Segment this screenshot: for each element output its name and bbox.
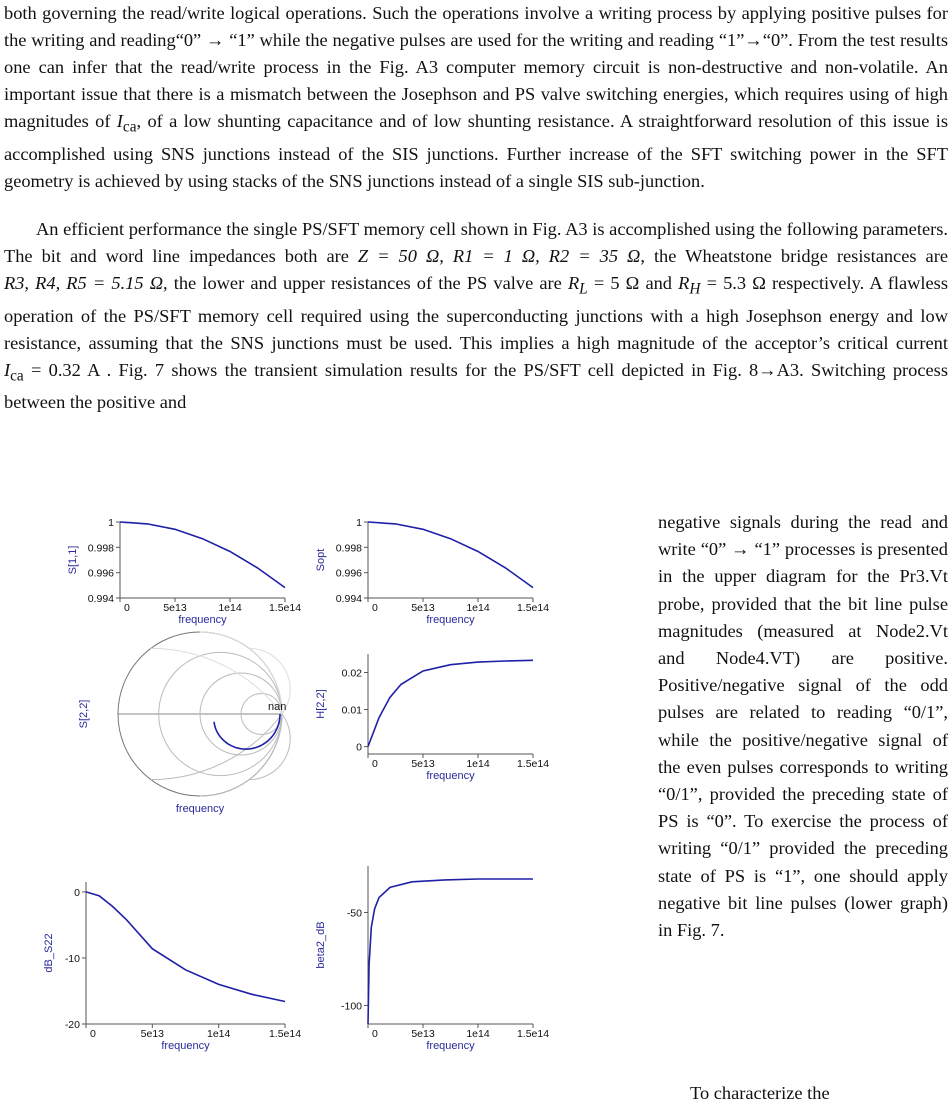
smith-annotation: nan — [268, 701, 287, 713]
chart-panel-6 — [315, 866, 549, 1052]
y-tick-label: 0 — [74, 886, 80, 899]
series-line — [120, 522, 285, 588]
p2-math-bridge: R3, R4, R5 = 5.15 Ω — [4, 273, 164, 293]
x-tick-label: 1e14 — [218, 602, 242, 614]
y-tick-label: -50 — [346, 907, 362, 920]
p2-text-6: respectively. A flawless operation of the PS/SFT memory cell required using the superconducting junctions with a high Josephson energy and low resistance, assuming that the SNS junctions must be used. This implies a high magnitude of the acceptor’s critical current — [4, 273, 948, 353]
y-axis-label: S[2,2] — [78, 699, 90, 729]
y-tick-label: -100 — [340, 1000, 362, 1013]
x-tick-label: 1.5e14 — [516, 602, 550, 614]
x-tick-label: 5e13 — [411, 1028, 435, 1040]
side-paragraph: negative signals during the read and write “0” → “1” processes is presented in the upper diagram for the Pr3.Vt probe, provided that the bit line pulse magnitudes (measured at Node2.Vt and Node4.VT) are positive. Positive/negative signal of the odd pulses are related to reading “0/1”, while the positive/negative signal of the even pulses corresponds to writing “0/1”, provided the preceding state of PS is “0”. To exercise the process of writing “0/1” provided the preceding state of PS is “1”, one should apply negative bit line pulses (lower graph) in Fig. 7. — [658, 512, 948, 941]
series-line — [368, 660, 533, 746]
y-tick-label: 0.996 — [335, 567, 362, 580]
chart-panel-4 — [315, 654, 549, 782]
paragraph-1 — [4, 0, 948, 195]
y-axis-label: dB_S22 — [43, 933, 55, 973]
x-tick-label: 1.5e14 — [516, 758, 550, 770]
x-tick-label: 0 — [372, 758, 378, 770]
y-tick-label: 1 — [356, 517, 362, 529]
y-tick-label: -10 — [64, 952, 80, 965]
smith-reactance-arc — [249, 714, 290, 780]
x-tick-label: 0 — [124, 602, 130, 614]
p2-math-rl: $R_L = 5$ Ω — [567, 273, 640, 298]
y-axis-label: beta2_dB — [315, 921, 327, 969]
p2-math-r2: R2 = 35 Ω — [548, 246, 641, 266]
y-tick-label: 0.994 — [87, 593, 114, 605]
x-tick-label: 0 — [90, 1028, 96, 1040]
ica-symbol: $I_{ca}$ — [116, 111, 137, 136]
x-tick-label: 5e13 — [163, 602, 187, 614]
y-tick-label: 0.02 — [341, 667, 362, 680]
figure-6-panels — [0, 510, 650, 1100]
p2-text-5: and — [639, 273, 679, 293]
p2-math-rh: $R_H = 5.3$ Ω — [678, 273, 766, 298]
x-tick-label: 5e13 — [411, 602, 435, 614]
x-axis-label: frequency — [161, 1040, 210, 1052]
paragraph-1-rest: , of a low shunting capacitance and of low shunting resistance. A straightforward resolution of this issue is accomplished using SNS junctions instead of the SIS junctions. Further increase of the SFT switching power in the SFT geometry is achieved by using stacks of the SNS junctions instead of a single SIS sub-junction. — [4, 111, 948, 191]
y-axis-label: H[2,2] — [315, 689, 327, 719]
x-tick-label: 5e13 — [411, 758, 435, 770]
y-tick-label: 0.998 — [335, 542, 362, 555]
chart-panel-3 — [78, 632, 290, 815]
x-tick-label: 0 — [372, 1028, 378, 1040]
p2-text-1: An efficient performance the single PS/SFT memory cell shown in Fig. A3 is accomplished using the following parameters. The bit and word line impedances both are — [4, 219, 948, 266]
p2-text-3: , the Wheatstone bridge resistances are — [640, 246, 948, 266]
x-axis-label: frequency — [426, 1040, 475, 1052]
x-tick-label: 1e14 — [466, 602, 490, 614]
chart-panel-1 — [67, 517, 301, 626]
y-tick-label: 0.994 — [335, 593, 362, 605]
x-axis-label: frequency — [426, 770, 475, 782]
x-axis-label: frequency — [426, 614, 475, 626]
p2-math-ica: $I_{ca} = 0.32$ A — [4, 359, 100, 385]
x-tick-label: 5e13 — [140, 1028, 165, 1040]
y-axis-label: S[1,1] — [67, 545, 79, 575]
y-tick-label: 0.996 — [87, 567, 114, 580]
smith-trace — [214, 714, 280, 749]
x-tick-label: 1.5e14 — [516, 1028, 550, 1040]
y-axis-label: Sopt — [315, 548, 327, 572]
y-tick-label: 0.998 — [87, 542, 114, 555]
paragraph-1-text: both governing the read/write logical operations. Such the operations involve a writing process by applying positive pulses for the writing and reading“0” → “1” while the negative pulses are used for the writing and reading “1”→“0”. From the test results one can infer that the read/write process in the Fig. A3 computer memory circuit is non-destructive and non-volatile. An important issue that there is a mismatch between the Josephson and PS valve switching energies, which requires using of high magnitudes of — [4, 3, 948, 131]
p2-math-impedance: Z = 50 Ω, R1 = 1 Ω, — [357, 246, 540, 266]
x-tick-label: 1e14 — [206, 1028, 231, 1040]
x-tick-label: 1.5e14 — [268, 1028, 302, 1040]
chart-panel-2 — [315, 517, 549, 626]
chart-panel-5 — [43, 882, 301, 1052]
x-axis-label: frequency — [178, 614, 227, 626]
series-line — [368, 879, 533, 1024]
paragraph-2 — [4, 216, 948, 416]
x-tick-label: 1.5e14 — [268, 602, 302, 614]
p2-text-4: , the lower and upper resistances of the PS valve are — [163, 273, 568, 293]
x-tick-label: 0 — [372, 602, 378, 614]
p2-text-7: . Fig. 7 shows the transient simulation results for the PS/SFT cell depicted in Fig. 8→A3. Switching process between the positive and — [4, 359, 948, 413]
y-tick-label: -20 — [64, 1019, 80, 1031]
series-line — [86, 892, 285, 1002]
x-axis-label: frequency — [175, 803, 225, 815]
x-tick-label: 1e14 — [466, 1028, 490, 1040]
series-line — [368, 522, 533, 588]
y-tick-label: 0 — [356, 741, 362, 754]
y-tick-label: 1 — [108, 517, 114, 529]
tail-text: To characterize the — [690, 1083, 830, 1103]
y-tick-label: 0.01 — [341, 704, 362, 717]
x-tick-label: 1e14 — [466, 758, 490, 770]
